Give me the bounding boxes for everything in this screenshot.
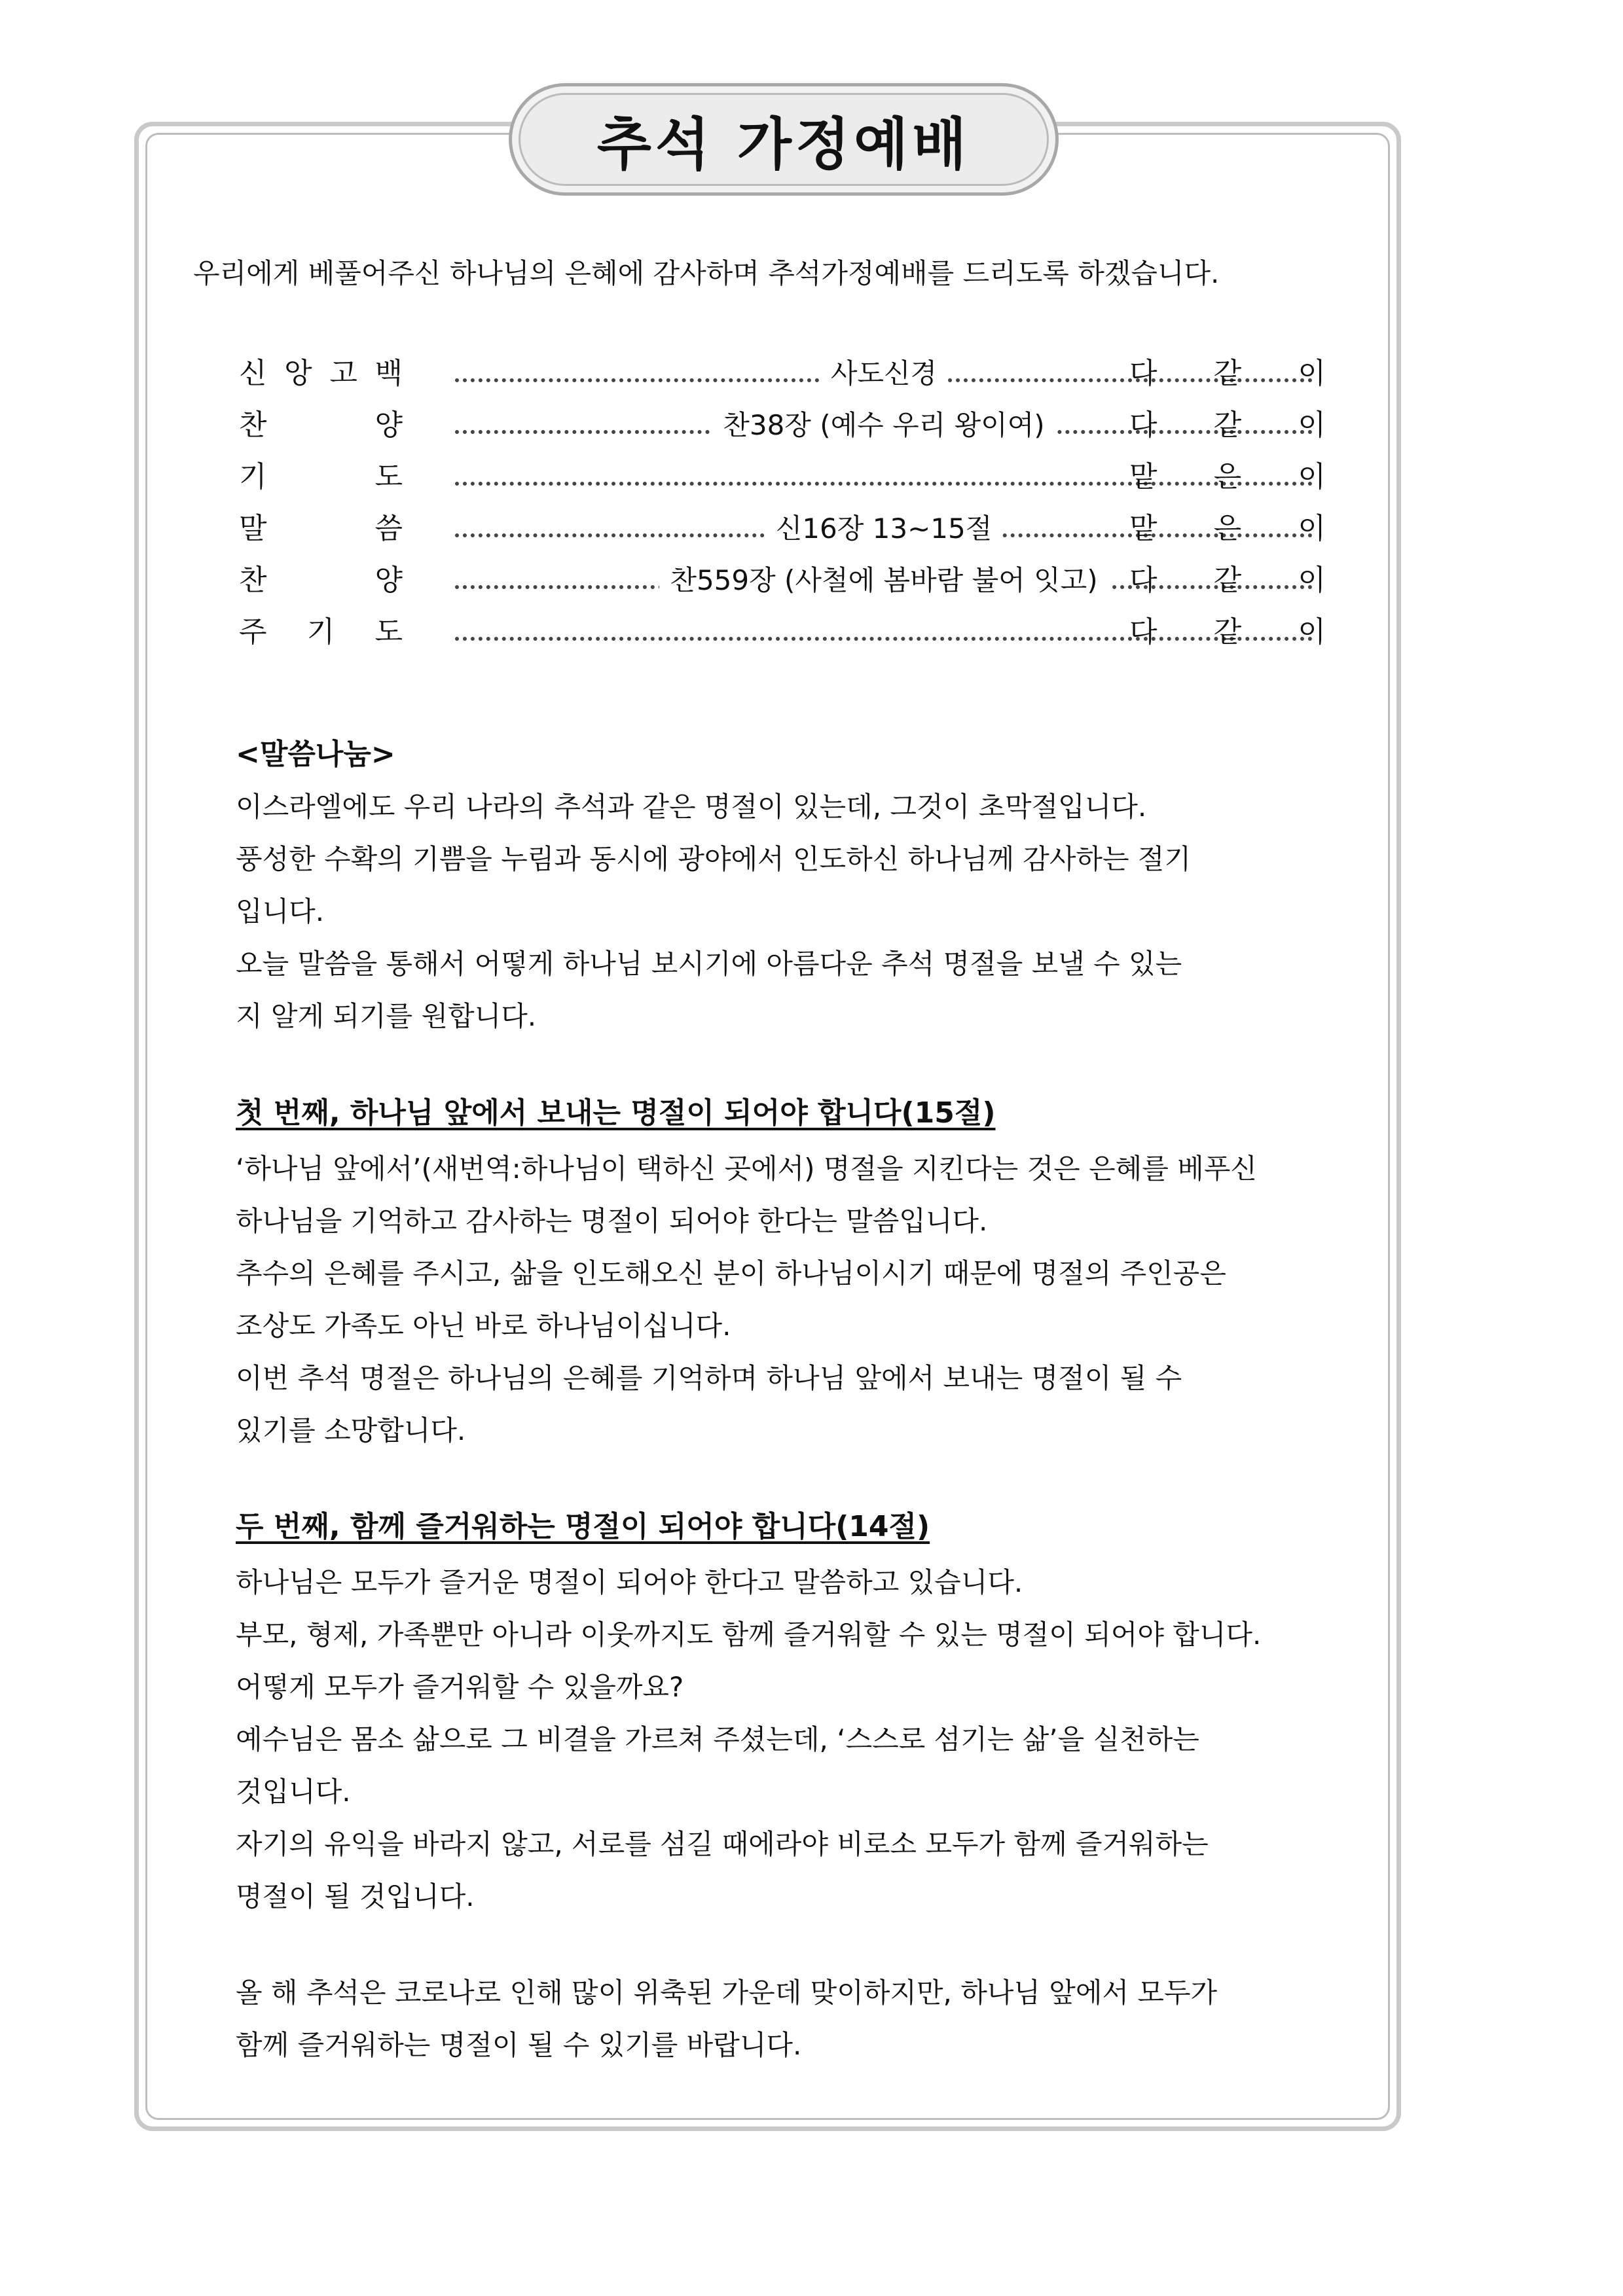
text-line: ‘하나님 앞에서’(새번역:하나님이 택하신 곳에서) 명절을 지킨다는 것은 은혜를 베푸신 [236, 1153, 1257, 1185]
text-line: 자기의 유익을 바라지 않고, 서로를 섬길 때에라야 비로소 모두가 함께 즐거워하는 [236, 1828, 1209, 1860]
text-line: 입니다. [236, 895, 325, 927]
order-row [239, 555, 1326, 606]
order-item-leader-char: 같 [1213, 408, 1242, 442]
order-item-name-char: 도 [374, 460, 403, 493]
text-line: 지 알게 되기를 원합니다. [236, 1000, 537, 1032]
text-line: 오늘 말씀을 통해서 어떻게 하나님 보시기에 아름다운 추석 명절을 보낼 수 있는 [236, 948, 1182, 980]
order-item-leader-char: 같 [1213, 615, 1242, 649]
order-item-leader [1129, 607, 1326, 658]
order-item-leader-char: 이 [1298, 564, 1326, 597]
order-item-content: 찬38장 (예수 우리 왕이여) [712, 409, 1055, 441]
order-row [239, 607, 1326, 658]
order-item-leader-char: 이 [1298, 408, 1326, 442]
order-item-name-char: 신 [239, 357, 267, 390]
text-line: 이번 추석 명절은 하나님의 은혜를 기억하며 하나님 앞에서 보내는 명절이 될 수 [236, 1362, 1182, 1394]
text-line: 어떻게 모두가 즐거워할 수 있을까요? [236, 1671, 684, 1703]
order-item-content: 찬559장 (사철에 봄바람 불어 잇고) [659, 564, 1108, 596]
order-item-name-char: 찬 [239, 564, 267, 597]
order-item-leader-char: 다 [1129, 564, 1158, 597]
order-item-leader [1129, 348, 1326, 399]
order-item-name-char: 씀 [374, 512, 403, 545]
text-line: 하나님은 모두가 즐거운 명절이 되어야 한다고 말씀하고 있습니다. [236, 1566, 1023, 1598]
order-item-name [239, 555, 403, 606]
order-item-leader-char: 같 [1213, 357, 1242, 390]
point1-paragraph [236, 1143, 1313, 1457]
order-item-leader-char: 다 [1129, 615, 1158, 649]
order-item-content: 사도신경 [820, 357, 947, 389]
order-item-leader-char: 맡 [1129, 512, 1158, 545]
order-item-leader-char: 이 [1298, 615, 1326, 649]
sharing-heading: <말씀나눔> [236, 738, 395, 771]
order-row [239, 348, 1326, 399]
sharing-paragraph [236, 781, 1313, 1043]
text-line: 이스라엘에도 우리 나라의 추석과 같은 명절이 있는데, 그것이 초막절입니다. [236, 791, 1147, 823]
page-title: 추석 가정예배 [596, 111, 971, 177]
order-item-content: 신16장 13~15절 [765, 512, 1003, 545]
order-item-leader-char: 다 [1129, 408, 1158, 442]
order-item-name-char: 찬 [239, 408, 267, 442]
order-item-name [239, 503, 403, 554]
text-line: 풍성한 수확의 기쁨을 누림과 동시에 광야에서 인도하신 하나님께 감사하는 절기 [236, 843, 1192, 875]
text-line: 예수님은 몸소 삶으로 그 비결을 가르쳐 주셨는데, ‘스스로 섬기는 삶’을 실천하는 [236, 1723, 1199, 1755]
order-item-name-char: 앙 [284, 357, 312, 390]
order-item-name-char: 고 [329, 357, 357, 390]
order-item-leader-char: 이 [1298, 460, 1326, 493]
order-item-leader [1129, 555, 1326, 606]
order-item-name-char: 주 [239, 615, 267, 649]
order-item-name-char: 말 [239, 512, 267, 545]
order-row [239, 503, 1326, 554]
order-item-leader-char: 맡 [1129, 460, 1158, 493]
order-item-name [239, 607, 403, 658]
text-line: 하나님을 기억하고 감사하는 명절이 되어야 한다는 말씀입니다. [236, 1205, 988, 1237]
order-item-leader-char: 은 [1213, 512, 1242, 545]
order-item-name-char: 백 [374, 357, 403, 390]
closing-paragraph [236, 1967, 1313, 2072]
order-item-name-char: 양 [374, 564, 403, 597]
text-line: 함께 즐거워하는 명절이 될 수 있기를 바랍니다. [236, 2029, 802, 2061]
order-item-name-char: 기 [306, 615, 335, 649]
order-item-leader-char: 다 [1129, 357, 1158, 390]
order-row [239, 452, 1326, 503]
order-item-leader [1129, 452, 1326, 503]
text-line: 부모, 형제, 가족뿐만 아니라 이웃까지도 함께 즐거워할 수 있는 명절이 되어야 합니다. [236, 1619, 1262, 1651]
point2-heading: 두 번째, 함께 즐거워하는 명절이 되어야 합니다(14절) [236, 1510, 930, 1543]
order-item-leader-char: 은 [1213, 460, 1242, 493]
order-item-leader [1129, 400, 1326, 451]
order-item-name-char: 양 [374, 408, 403, 442]
order-item-leader-char: 이 [1298, 512, 1326, 545]
order-item-name [239, 348, 403, 399]
text-line: 것입니다. [236, 1776, 351, 1808]
order-item-leader-char: 같 [1213, 564, 1242, 597]
point2-paragraph [236, 1556, 1313, 1923]
order-item-name [239, 400, 403, 451]
order-item-name-char: 도 [374, 615, 403, 649]
text-line: 명절이 될 것입니다. [236, 1880, 475, 1912]
intro-text: 우리에게 베풀어주신 하나님의 은혜에 감사하며 추석가정예배를 드리도록 하겠습니다. [193, 257, 1220, 289]
order-row [239, 400, 1326, 451]
order-item-name [239, 452, 403, 503]
title-banner-inner [519, 93, 1049, 186]
text-line: 추수의 은혜를 주시고, 삶을 인도해오신 분이 하나님이시기 때문에 명절의 주인공은 [236, 1257, 1226, 1289]
order-item-leader [1129, 503, 1326, 554]
text-line: 올 해 추석은 코로나로 인해 많이 위축된 가운데 맞이하지만, 하나님 앞에서 모두가 [236, 1977, 1218, 2009]
order-item-leader-char: 이 [1298, 357, 1326, 390]
point1-heading: 첫 번째, 하나님 앞에서 보내는 명절이 되어야 합니다(15절) [236, 1096, 996, 1130]
order-item-name-char: 기 [239, 460, 267, 493]
text-line: 조상도 가족도 아닌 바로 하나님이십니다. [236, 1310, 731, 1342]
text-line: 있기를 소망합니다. [236, 1414, 466, 1446]
title-banner [509, 83, 1059, 196]
